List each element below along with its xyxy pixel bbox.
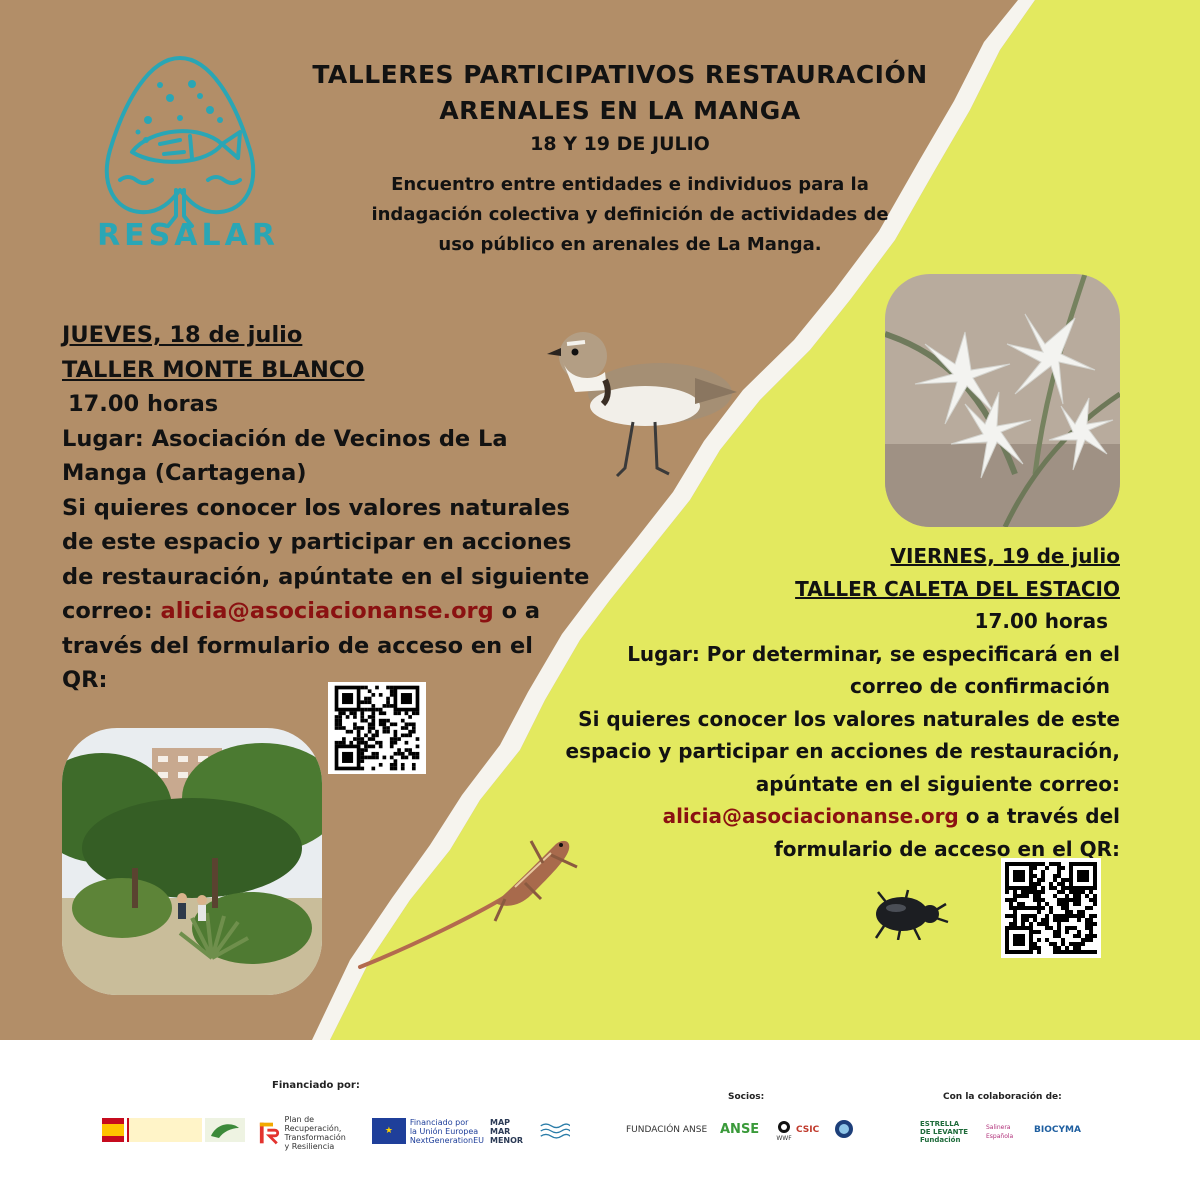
- thursday-body-line4-prefix: correo:: [62, 598, 161, 624]
- lizard-illustration: [355, 825, 595, 975]
- friday-place-line1: Lugar: Por determinar, se especificará en el: [627, 641, 1120, 666]
- plover-bird-illustration: [545, 318, 745, 488]
- prtr-logo: [258, 1116, 368, 1150]
- white-sea-daffodil-photo: [885, 274, 1120, 527]
- anse-logo: [720, 1118, 772, 1140]
- friday-time: 17.00 horas: [974, 609, 1108, 633]
- eu-line1: Financiado por: [409, 1117, 469, 1127]
- thursday-time: 17.00 horas: [68, 391, 219, 417]
- friday-qr-code[interactable]: [1001, 858, 1101, 958]
- thursday-body-line6: QR:: [62, 667, 108, 693]
- beetle-illustration: [862, 888, 952, 940]
- thursday-info: [62, 318, 622, 698]
- biocyma-text: BIOCYMA: [1034, 1124, 1081, 1135]
- thursday-body-line3: de restauración, apúntate en el siguiente: [62, 563, 590, 590]
- thursday-body-line4-suffix: o a: [493, 598, 541, 624]
- friday-body-line2: espacio y participar en acciones de restauración,: [565, 739, 1120, 763]
- estrella-line2: DE LEVANTE: [920, 1128, 969, 1136]
- pine-trees-photo: [62, 728, 322, 995]
- intro-line2: indagación colectiva y definición de actividades de: [371, 204, 889, 225]
- spain-flag-icon: [102, 1118, 124, 1142]
- map-mar-menor-logo: [490, 1114, 570, 1148]
- ministry-banner: [127, 1118, 202, 1142]
- friday-body-line4-suffix: o a través del: [958, 804, 1120, 828]
- collab-label: Con la colaboración de:: [943, 1092, 1062, 1102]
- spanish-government-logo: [102, 1118, 202, 1142]
- friday-body-line5: formulario de acceso en el QR:: [774, 836, 1120, 861]
- map-line2: MAR MENOR: [490, 1126, 524, 1145]
- thursday-email-link[interactable]: alicia@asociacionanse.org: [160, 598, 494, 624]
- friday-workshop-name: TALLER CALETA DEL ESTACIO: [795, 576, 1120, 601]
- thursday-workshop-name: TALLER MONTE BLANCO: [62, 356, 365, 383]
- prtr-line2: Transformación: [284, 1133, 346, 1142]
- estrella-line1: ESTRELLA: [920, 1120, 960, 1128]
- funded-label: Financiado por:: [272, 1080, 360, 1091]
- biodiversity-foundation-logo: [205, 1118, 245, 1142]
- poster-title-line1: TALLERES PARTICIPATIVOS RESTAURACIÓN: [312, 60, 928, 89]
- friday-body-line1: Si quieres conocer los valores naturales de este: [578, 706, 1120, 731]
- map-line1: MAP: [490, 1117, 511, 1127]
- resalar-logo-text: RESALAR: [97, 218, 279, 253]
- eu-nextgen-logo: [372, 1116, 484, 1146]
- prtr-mark-icon: [258, 1118, 281, 1148]
- estrella-line3: Fundación: [920, 1136, 961, 1144]
- thursday-body-line4: [62, 594, 622, 629]
- leaf-icon: [205, 1118, 245, 1142]
- anse-text: ANSE: [720, 1121, 760, 1137]
- salinera-text: Salinera Española: [986, 1124, 1014, 1140]
- friday-day-label: VIERNES, 19 de julio: [890, 544, 1120, 568]
- thursday-place-line2: Manga (Cartagena): [62, 460, 307, 486]
- csic-logo: [796, 1122, 830, 1138]
- thursday-qr-code[interactable]: [328, 682, 426, 774]
- partners-label: Socios:: [728, 1092, 765, 1102]
- thursday-place-line1: Lugar: Asociación de Vecinos de La: [62, 425, 508, 452]
- friday-info: [540, 540, 1120, 865]
- eu-flag-icon: ★: [372, 1118, 406, 1144]
- thursday-body-line2: de este espacio y participar en acciones: [62, 529, 572, 555]
- partner-seal-logo: [834, 1118, 856, 1140]
- biocyma-logo: [1034, 1120, 1094, 1140]
- csic-text: CSIC: [796, 1124, 820, 1135]
- wwf-logo: [773, 1116, 795, 1144]
- poster-title-line2: ARENALES EN LA MANGA: [439, 96, 801, 125]
- thursday-body-line1: Si quieres conocer los valores naturales: [62, 494, 570, 521]
- fundacion-anse-logo: [626, 1120, 716, 1140]
- friday-place-line2: correo de confirmación: [850, 674, 1110, 698]
- friday-body-line3: apúntate en el siguiente correo:: [755, 771, 1120, 796]
- thursday-body-line5: través del formulario de acceso en el: [62, 632, 533, 659]
- intro-line1: Encuentro entre entidades e individuos para la: [391, 174, 869, 195]
- eu-line3: NextGenerationEU: [409, 1135, 484, 1145]
- estrella-levante-logo: [920, 1118, 984, 1146]
- prtr-line1: Plan de Recuperación,: [284, 1115, 342, 1133]
- prtr-line3: y Resiliencia: [284, 1142, 335, 1151]
- friday-email-link[interactable]: alicia@asociacionanse.org: [662, 804, 959, 828]
- eu-line2: la Unión Europea: [409, 1126, 479, 1136]
- panda-icon: [775, 1118, 793, 1134]
- event-dates: 18 Y 19 DE JULIO: [530, 133, 710, 155]
- fundacion-anse-text: FUNDACIÓN ANSE: [626, 1124, 708, 1135]
- seal-icon: [834, 1119, 854, 1139]
- friday-body-line4: [540, 800, 1120, 833]
- intro-line3: uso público en arenales de La Manga.: [438, 234, 822, 255]
- thursday-day-label: JUEVES, 18 de julio: [62, 322, 303, 348]
- salinera-logo: [986, 1118, 1030, 1146]
- sponsors-footer: [0, 1040, 1200, 1200]
- waves-icon: [539, 1119, 570, 1143]
- wwf-text: WWF: [776, 1134, 792, 1142]
